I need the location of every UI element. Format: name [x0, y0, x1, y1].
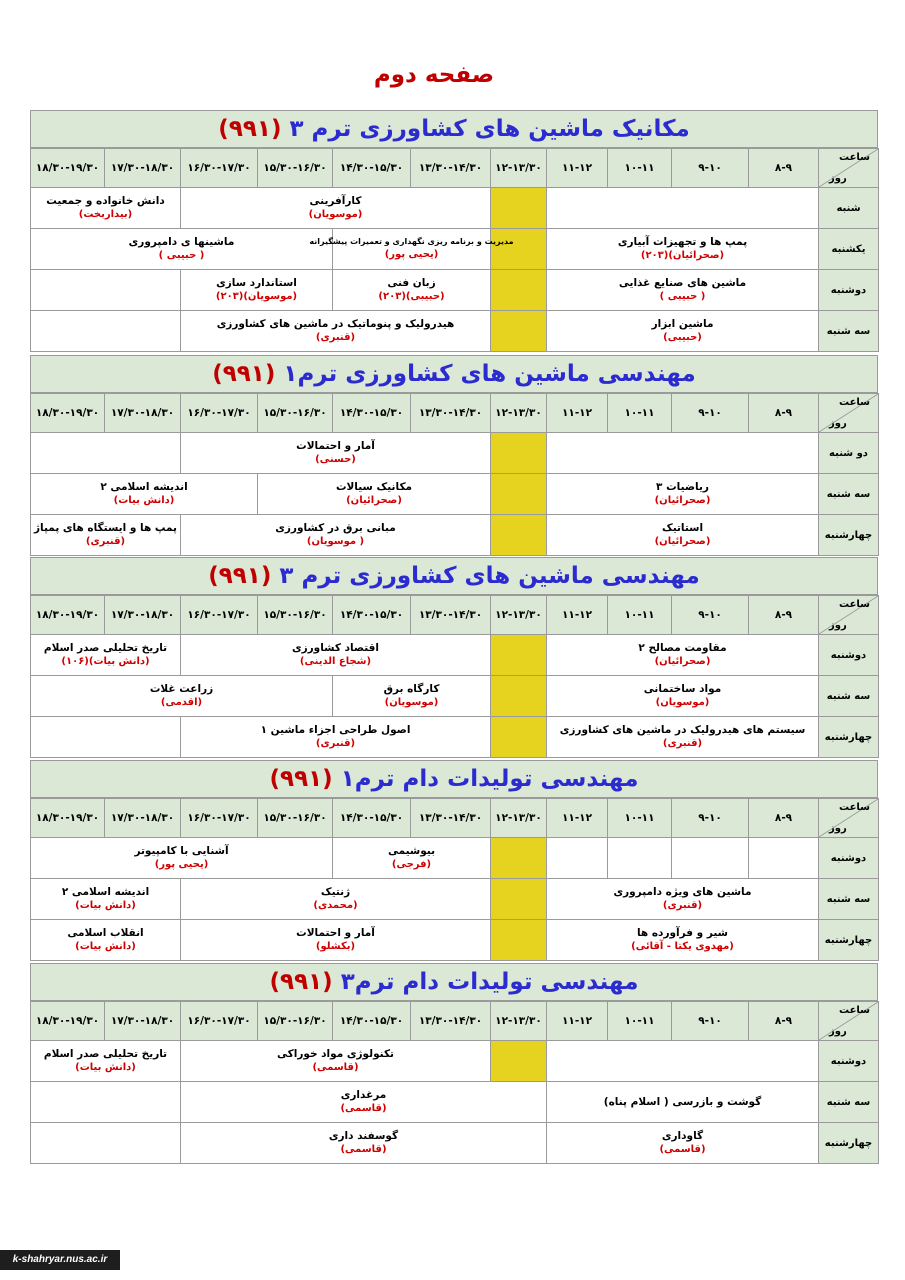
time-slot-header: ۱۶/۳۰-۱۷/۳۰ [181, 1002, 258, 1041]
course-cell [31, 188, 181, 229]
time-slot-header: ۱۰-۱۱ [608, 799, 672, 838]
instructor-name: ( حبیبی ) [659, 291, 706, 303]
time-slot-header: ۱۱-۱۲ [547, 149, 608, 188]
time-slot-header: ۱۵/۳۰-۱۶/۳۰ [258, 596, 333, 635]
time-header-row [31, 1002, 879, 1041]
hour-label: ساعت [838, 599, 870, 610]
course-name: استاندارد سازی [216, 277, 297, 290]
header-corner [819, 596, 879, 635]
instructor-name: (صحرائیان) [654, 656, 711, 668]
schedule-row [31, 474, 879, 515]
instructor-name: (اقدمی) [160, 697, 203, 709]
section-title-text: مهندسی تولیدات دام ترم۱ [340, 766, 639, 792]
course-name: تکنولوژی مواد خوراکی [276, 1048, 395, 1061]
instructor-name: (قاسمی) [340, 1144, 387, 1156]
time-slot-header: ۱۷/۳۰-۱۸/۳۰ [105, 149, 181, 188]
header-corner [819, 799, 879, 838]
course-name: دانش خانواده و جمعیت [46, 195, 165, 208]
day-cell: چهارشنبه [819, 717, 879, 758]
course-cell [547, 474, 819, 515]
course-name: مدیریت و برنامه ریزی نگهداری و تعمیرات پیشگیرانه [309, 236, 514, 246]
course-cell [31, 838, 333, 879]
day-cell: چهارشنبه [819, 515, 879, 556]
course-name: کارگاه برق [383, 683, 440, 696]
instructor-name: (فرجی) [391, 859, 432, 871]
section-title-text: مهندسی ماشین های کشاورزی ترم۱ [283, 361, 696, 387]
header-corner [819, 394, 879, 433]
instructor-name: (موسویان)(۲۰۳) [215, 291, 298, 303]
course-name: پمپ ها و ایستگاه های پمپاژ [34, 522, 177, 535]
day-label: روز [829, 823, 847, 834]
course-name: گوسفند داری [328, 1130, 399, 1143]
header-corner [819, 1002, 879, 1041]
course-cell [258, 474, 491, 515]
time-slot-header: ۱۸/۳۰-۱۹/۳۰ [31, 149, 105, 188]
course-cell [181, 515, 491, 556]
schedule-section [30, 963, 878, 1164]
course-name: سیستم های هیدرولیک در ماشین های کشاورزی [559, 724, 806, 737]
lunch-break-cell [491, 635, 547, 676]
time-slot-header: ۱۶/۳۰-۱۷/۳۰ [181, 596, 258, 635]
time-slot-header: ۹-۱۰ [672, 149, 749, 188]
section-code: (۹۹۱) [212, 361, 276, 387]
instructor-name: (یحیی پور) [154, 859, 209, 871]
time-slot-header: ۸-۹ [749, 394, 819, 433]
course-cell [547, 717, 819, 758]
time-slot-header: ۹-۱۰ [672, 596, 749, 635]
day-cell: سه شنبه [819, 879, 879, 920]
course-cell [31, 515, 181, 556]
empty-cell [31, 1123, 181, 1164]
day-cell: سه شنبه [819, 676, 879, 717]
day-label: روز [829, 620, 847, 631]
section-title [30, 355, 878, 393]
empty-cell [31, 270, 181, 311]
course-name: آشنایی با کامپیوتر [134, 845, 229, 858]
instructor-name: (قاسمی) [659, 1144, 706, 1156]
time-header-row [31, 799, 879, 838]
course-cell [547, 515, 819, 556]
schedule-row [31, 433, 879, 474]
course-name: ماشین های ویژه دامپروری [613, 886, 752, 899]
course-name: اقتصاد کشاورزی [291, 642, 380, 655]
course-name: اندیشه اسلامی ۲ [100, 481, 188, 494]
time-slot-header: ۱۲-۱۳/۳۰ [491, 394, 547, 433]
time-slot-header: ۱۲-۱۳/۳۰ [491, 149, 547, 188]
instructor-name: (موسویان) [655, 697, 710, 709]
instructor-name: (قاسمی) [312, 1062, 359, 1074]
course-cell [181, 879, 491, 920]
instructor-name: (مهدوی یکتا - آقائی) [631, 941, 734, 953]
day-label: روز [829, 418, 847, 429]
course-name: شیر و فرآورده ها [636, 927, 729, 940]
schedule-table [30, 798, 879, 961]
time-slot-header: ۱۴/۳۰-۱۵/۳۰ [333, 1002, 411, 1041]
course-name: آمار و احتمالات [296, 440, 375, 453]
day-cell: شنبه [819, 188, 879, 229]
day-cell: یکشنبه [819, 229, 879, 270]
course-cell [547, 270, 819, 311]
course-cell [181, 311, 491, 352]
time-slot-header: ۸-۹ [749, 1002, 819, 1041]
course-cell [181, 433, 491, 474]
instructor-name: (بکشلو) [315, 941, 356, 953]
instructor-name: (یحیی پور) [384, 248, 439, 260]
time-slot-header: ۹-۱۰ [672, 799, 749, 838]
empty-cell [547, 1041, 819, 1082]
instructor-name: (دانش بیات) [75, 900, 136, 912]
course-cell [333, 838, 491, 879]
empty-cell [547, 188, 819, 229]
course-name: اندیشه اسلامی ۲ [61, 886, 150, 899]
section-title [30, 110, 878, 148]
course-name: زبان فنی [387, 277, 436, 290]
lunch-break-cell [491, 188, 547, 229]
schedule-table [30, 393, 879, 556]
time-slot-header: ۱۱-۱۲ [547, 799, 608, 838]
course-cell [181, 717, 491, 758]
time-slot-header: ۱۳/۳۰-۱۴/۳۰ [411, 1002, 491, 1041]
time-slot-header: ۱۱-۱۲ [547, 394, 608, 433]
course-name: اصول طراحی اجزاء ماشین ۱ [260, 724, 411, 737]
schedule-row [31, 311, 879, 352]
day-cell: دوشنبه [819, 838, 879, 879]
course-name: مکانیک سیالات [335, 481, 413, 494]
time-slot-header: ۱۸/۳۰-۱۹/۳۰ [31, 394, 105, 433]
time-slot-header: ۸-۹ [749, 596, 819, 635]
schedule-row [31, 879, 879, 920]
schedule-row [31, 838, 879, 879]
course-name: تاریخ تحلیلی صدر اسلام [43, 642, 168, 655]
time-slot-header: ۱۵/۳۰-۱۶/۳۰ [258, 394, 333, 433]
time-slot-header: ۱۷/۳۰-۱۸/۳۰ [105, 1002, 181, 1041]
instructor-name: (قنبری) [315, 738, 356, 750]
time-slot-header: ۱۲-۱۳/۳۰ [491, 799, 547, 838]
lunch-break-cell [491, 515, 547, 556]
lunch-break-cell [491, 433, 547, 474]
empty-cell [31, 717, 181, 758]
day-cell: سه شنبه [819, 474, 879, 515]
hour-label: ساعت [838, 397, 870, 408]
day-cell: دوشنبه [819, 1041, 879, 1082]
time-header-row [31, 149, 879, 188]
time-slot-header: ۱۶/۳۰-۱۷/۳۰ [181, 394, 258, 433]
course-cell [181, 188, 491, 229]
course-name: ماشین های صنایع غذایی [618, 277, 747, 290]
course-name: پمپ ها و تجهیزات آبیاری [617, 236, 748, 249]
course-cell [31, 1041, 181, 1082]
time-slot-header: ۱۵/۳۰-۱۶/۳۰ [258, 799, 333, 838]
time-slot-header: ۱۵/۳۰-۱۶/۳۰ [258, 149, 333, 188]
time-slot-header: ۱۰-۱۱ [608, 596, 672, 635]
course-cell [31, 920, 181, 961]
hour-label: ساعت [838, 152, 870, 163]
time-slot-header: ۱۳/۳۰-۱۴/۳۰ [411, 394, 491, 433]
course-cell [31, 676, 333, 717]
section-title [30, 557, 878, 595]
course-cell [547, 311, 819, 352]
instructor-name: ( حبیبی ) [158, 250, 205, 262]
time-slot-header: ۸-۹ [749, 149, 819, 188]
course-cell [333, 270, 491, 311]
day-cell: چهارشنبه [819, 920, 879, 961]
time-slot-header: ۱۸/۳۰-۱۹/۳۰ [31, 799, 105, 838]
empty-cell [31, 311, 181, 352]
hour-label: ساعت [838, 1005, 870, 1016]
time-slot-header: ۱۴/۳۰-۱۵/۳۰ [333, 799, 411, 838]
schedule-section [30, 760, 878, 961]
instructor-name: (قنبری) [662, 738, 703, 750]
time-slot-header: ۱۴/۳۰-۱۵/۳۰ [333, 394, 411, 433]
instructor-name: (صحرائیان) [346, 495, 402, 507]
course-name: بیوشیمی [387, 845, 436, 858]
course-name: گاوداری [661, 1130, 704, 1143]
instructor-name: (صحرائیان)(۲۰۳) [640, 250, 725, 262]
lunch-break-cell [491, 311, 547, 352]
instructor-name: (شجاع الدینی) [299, 656, 372, 668]
empty-cell [31, 433, 181, 474]
time-slot-header: ۱۳/۳۰-۱۴/۳۰ [411, 799, 491, 838]
course-name: مواد ساختمانی [643, 683, 722, 696]
time-slot-header: ۱۲-۱۳/۳۰ [491, 1002, 547, 1041]
time-slot-header: ۱۶/۳۰-۱۷/۳۰ [181, 149, 258, 188]
time-slot-header: ۱۱-۱۲ [547, 1002, 608, 1041]
empty-cell [31, 1082, 181, 1123]
day-cell: چهارشنبه [819, 1123, 879, 1164]
page-title: صفحه دوم [373, 62, 495, 88]
time-slot-header: ۹-۱۰ [672, 1002, 749, 1041]
course-cell [31, 879, 181, 920]
course-name: انقلاب اسلامی [67, 927, 144, 940]
instructor-name: (دانش بیات)(۱۰۶) [61, 656, 150, 668]
instructor-name: (قنبری) [85, 536, 126, 548]
course-cell [547, 676, 819, 717]
course-name: کارآفرینی [309, 195, 362, 208]
schedule-row [31, 188, 879, 229]
course-name: ماشین ابزار [651, 318, 714, 331]
section-title-text: مهندسی تولیدات دام ترم۳ [340, 969, 639, 995]
time-slot-header: ۱۸/۳۰-۱۹/۳۰ [31, 596, 105, 635]
time-slot-header: ۱۷/۳۰-۱۸/۳۰ [105, 596, 181, 635]
schedule-row [31, 717, 879, 758]
day-cell: دوشنبه [819, 635, 879, 676]
course-cell [181, 270, 333, 311]
empty-cell [672, 838, 749, 879]
time-slot-header: ۱۰-۱۱ [608, 394, 672, 433]
schedule-table [30, 1001, 879, 1164]
instructor-name: (دانش بیات) [75, 941, 136, 953]
course-cell [333, 676, 491, 717]
course-name: گوشت و بازرسی ( اسلام پناه) [603, 1095, 762, 1108]
course-name: ریاضیات ۳ [656, 481, 709, 494]
instructor-name: (صحرائیان) [654, 495, 711, 507]
hour-label: ساعت [838, 802, 870, 813]
day-label: روز [829, 1026, 847, 1037]
course-name: تاریخ تحلیلی صدر اسلام [43, 1048, 168, 1061]
course-cell [181, 635, 491, 676]
course-cell [309, 229, 514, 270]
instructor-name: (قاسمی) [340, 1103, 387, 1115]
time-slot-header: ۹-۱۰ [672, 394, 749, 433]
time-slot-header: ۱۲-۱۳/۳۰ [491, 596, 547, 635]
instructor-name: (قنبری) [662, 900, 703, 912]
course-name: هیدرولیک و پنوماتیک در ماشین های کشاورزی [216, 318, 455, 331]
lunch-break-cell [491, 676, 547, 717]
course-cell [181, 1082, 547, 1123]
empty-cell [608, 838, 672, 879]
footer-url[interactable]: k-shahryar.nus.ac.ir [0, 1250, 120, 1270]
course-name: مرغداری [340, 1089, 387, 1102]
time-header-row [31, 394, 879, 433]
course-cell [547, 635, 819, 676]
schedule-section [30, 110, 878, 352]
lunch-break-cell [491, 838, 547, 879]
day-label: روز [829, 173, 847, 184]
time-slot-header: ۱۶/۳۰-۱۷/۳۰ [181, 799, 258, 838]
time-slot-header: ۱۴/۳۰-۱۵/۳۰ [333, 149, 411, 188]
section-code: (۹۹۱) [208, 563, 272, 589]
schedule-section [30, 355, 878, 556]
instructor-name: (دانش بیات) [113, 495, 175, 507]
schedule-row [31, 1082, 879, 1123]
empty-cell [749, 838, 819, 879]
schedule-table [30, 148, 879, 352]
instructor-name: (موسویان) [384, 697, 439, 709]
course-name: مقاومت مصالح ۲ [638, 642, 727, 655]
schedule-row [31, 1041, 879, 1082]
section-title-text: مهندسی ماشین های کشاورزی ترم ۳ [279, 563, 700, 589]
course-cell [547, 1082, 819, 1123]
course-cell [547, 1123, 819, 1164]
schedule-section [30, 557, 878, 758]
course-name: آمار و احتمالات [296, 927, 375, 940]
time-slot-header: ۱۷/۳۰-۱۸/۳۰ [105, 799, 181, 838]
empty-cell [547, 433, 819, 474]
course-cell [181, 1041, 491, 1082]
day-cell: دو شنبه [819, 433, 879, 474]
time-slot-header: ۱۳/۳۰-۱۴/۳۰ [411, 596, 491, 635]
instructor-name: (موسویان) [308, 209, 363, 221]
section-title [30, 963, 878, 1001]
instructor-name: (حبیبی)(۲۰۳) [378, 291, 445, 303]
instructor-name: ( موسویان) [306, 536, 365, 548]
instructor-name: (صحرائیان) [654, 536, 711, 548]
course-cell [31, 474, 258, 515]
instructor-name: (محمدی) [313, 900, 358, 912]
time-slot-header: ۱۰-۱۱ [608, 1002, 672, 1041]
header-corner [819, 149, 879, 188]
lunch-break-cell [491, 229, 547, 270]
day-cell: سه شنبه [819, 1082, 879, 1123]
empty-cell [547, 838, 608, 879]
course-cell [547, 920, 819, 961]
day-cell: سه شنبه [819, 311, 879, 352]
schedule-row [31, 635, 879, 676]
schedule-row [31, 676, 879, 717]
section-title [30, 760, 878, 798]
time-slot-header: ۱۷/۳۰-۱۸/۳۰ [105, 394, 181, 433]
time-header-row [31, 596, 879, 635]
section-title-text: مکانیک ماشین های کشاورزی ترم ۳ [289, 116, 690, 142]
time-slot-header: ۱۳/۳۰-۱۴/۳۰ [411, 149, 491, 188]
schedule-row [31, 515, 879, 556]
instructor-name: (حبیبی) [663, 332, 702, 344]
instructor-name: (حسنی) [315, 454, 356, 466]
lunch-break-cell [491, 879, 547, 920]
course-name: مبانی برق در کشاورزی [275, 522, 396, 535]
instructor-name: (قنبری) [315, 332, 356, 344]
day-cell: دوشنبه [819, 270, 879, 311]
course-cell [547, 879, 819, 920]
lunch-break-cell [491, 474, 547, 515]
time-slot-header: ۱۸/۳۰-۱۹/۳۰ [31, 1002, 105, 1041]
schedule-row [31, 920, 879, 961]
lunch-break-cell [491, 920, 547, 961]
course-name: ژنتیک [320, 886, 351, 899]
instructor-name: (بیداربخت) [78, 209, 133, 221]
section-code: (۹۹۱) [269, 969, 333, 995]
lunch-break-cell [491, 270, 547, 311]
time-slot-header: ۱۱-۱۲ [547, 596, 608, 635]
time-slot-header: ۸-۹ [749, 799, 819, 838]
course-cell [31, 635, 181, 676]
course-cell [181, 1123, 547, 1164]
course-cell [31, 229, 333, 270]
time-slot-header: ۱۴/۳۰-۱۵/۳۰ [333, 596, 411, 635]
course-name: زراعت غلات [149, 683, 214, 696]
schedule-row [31, 270, 879, 311]
time-slot-header: ۱۰-۱۱ [608, 149, 672, 188]
course-cell [181, 920, 491, 961]
course-cell [547, 229, 819, 270]
course-name: استاتیک [661, 522, 704, 535]
instructor-name: (دانش بیات) [75, 1062, 136, 1074]
section-code: (۹۹۱) [269, 766, 333, 792]
lunch-break-cell [491, 717, 547, 758]
schedule-table [30, 595, 879, 758]
schedule-row [31, 1123, 879, 1164]
lunch-break-cell [491, 1041, 547, 1082]
course-name: ماشینها ی دامپروری [128, 236, 235, 249]
time-slot-header: ۱۵/۳۰-۱۶/۳۰ [258, 1002, 333, 1041]
section-code: (۹۹۱) [218, 116, 282, 142]
schedule-row [31, 229, 879, 270]
